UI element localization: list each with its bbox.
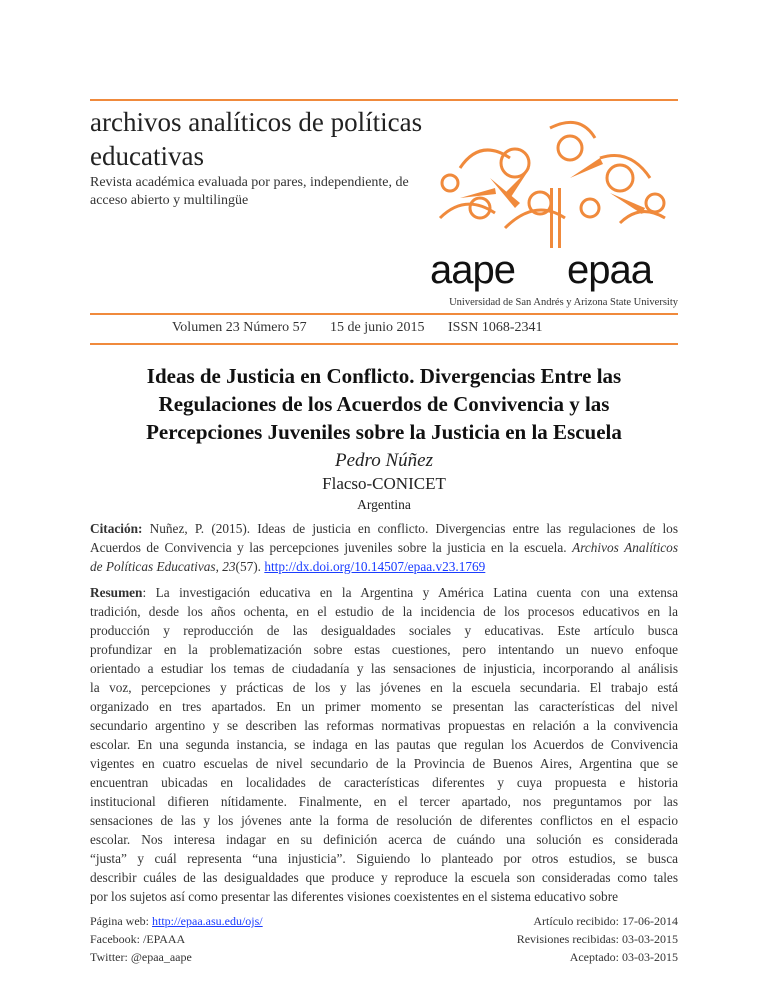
abstract: Resumen: La investigación educativa en la Argentina y América Latina cuenta con una extensa tradición, desde los años ochenta, en el estudio de la incidencia de los procesos educativos en la producción y reproducción de las desigualdades sociales y educativas. Este artículo busca profundizar en la problematización sobre estas cuestiones, pero intentando un nuevo enfoque orientado a estudiar los temas de ciudadanía y las sensaciones de injusticia, incorporando al análisis la voz, percepciones y prácticas de los y las jóvenes en la escuela secundaria. El trabajo está organizado en tres apartados. En un primer momento se presentan las características del nivel secundario argentino y se describen las reformas normativas propuestas en relación a la convivencia escolar. En una segunda instancia, se indaga en las pautas que regulan los Acuerdos de Convivencia vigentes en cuatro escuelas de nivel secundario de la Provincia de Buenos Aires, Argentina que se encuentran ubicadas en localidades de características diferentes y cuya propuesta e historia institucional difieren nítidamente. Finalmente, en el tercer apartado, nos preguntamos por las sensaciones de las y los jóvenes ante la forma de resolución de diferentes conflictos en el espacio escolar. Nos interesa indagar en su definición acerca de cuándo una solución es considerada “justa” y cuál representa “una injusticia”. Siguiendo lo planteado por otros estudios, se busca describir cuáles de las desigualdades que produce y reproduce la escuela son consideradas como tales por los sujetos así como presentar las diferentes visiones coexistentes en el sistema educativo sobre xyxy=(90,585,678,904)
article-title: Ideas de Justicia en Conflicto. Divergencias Entre las Regulaciones de los Acuerdos de Convivencia y las Percepciones Juveniles sobre la Justicia en la Escuela xyxy=(146,364,622,444)
journal-subtitle: Revista académica evaluada por pares, independiente, de acceso abierto y multilingüe xyxy=(90,175,409,208)
issue-date: 15 de junio 2015 xyxy=(330,320,425,335)
footer-dates: Artículo recibido: 17-06-2014 Revisiones recibidas: 03-03-2015 Aceptado: 03-03-2015 xyxy=(516,914,678,964)
citation-label: Citación: xyxy=(90,521,143,536)
university-line: Universidad de San Andrés y Arizona State University xyxy=(449,297,678,308)
affiliation: Flacso-CONICET xyxy=(322,474,446,493)
website-link[interactable]: http://epaa.asu.edu/ojs/ xyxy=(152,914,263,928)
citation: Citación: Nuñez, P. (2015). Ideas de justicia en conflicto. Divergencias entre las regulaciones de los Acuerdos de Convivencia y las percepciones juveniles sobre la justicia en la escuela. Archivos Analíticos de Políticas Educativas, 23(57). http://dx.doi.org/10.14507/epaa.v23.1769 xyxy=(90,521,679,574)
brand-logo: aape epaa xyxy=(430,248,652,292)
tree-logo-icon xyxy=(420,108,695,248)
issue-volume: Volumen 23 Número 57 xyxy=(172,320,307,335)
bottom-rule xyxy=(90,343,678,345)
journal-title: archivos analíticos de políticas educativas xyxy=(90,107,423,171)
author-name: Pedro Núñez xyxy=(335,450,433,471)
mid-rule xyxy=(90,313,678,315)
doi-link[interactable]: http://dx.doi.org/10.14507/epaa.v23.1769 xyxy=(264,559,486,574)
footer-contacts: Página web: http://epaa.asu.edu/ojs/ Facebook: /EPAAA Twitter: @epaa_aape xyxy=(90,914,263,964)
top-rule xyxy=(90,99,678,101)
issue-issn: ISSN 1068-2341 xyxy=(448,320,543,335)
country: Argentina xyxy=(357,497,411,512)
